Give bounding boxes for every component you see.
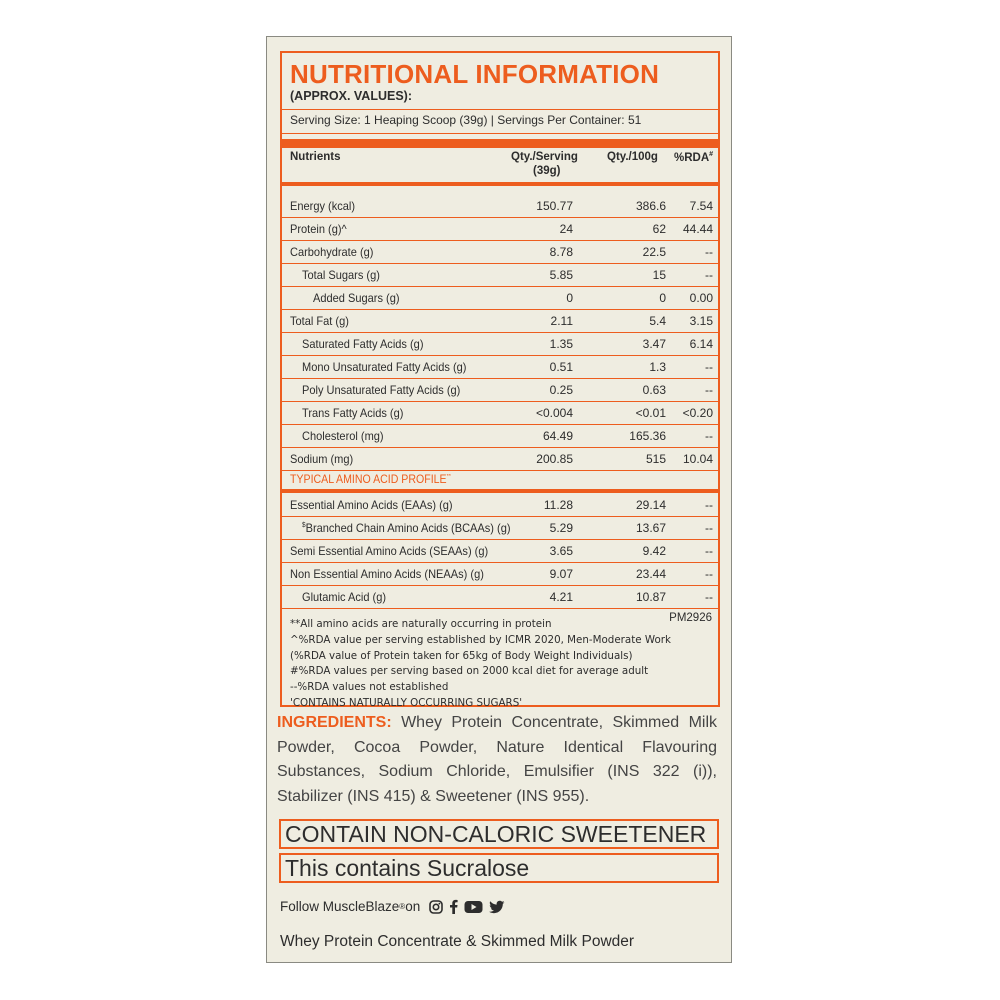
rda-value: -- — [705, 544, 713, 558]
nutrient-name-text: Branched Chain Amino Acids (BCAAs) (g) — [305, 521, 511, 535]
table-row — [282, 310, 718, 333]
serving-info: Serving Size: 1 Heaping Scoop (39g) | Servings Per Container: 51 — [290, 113, 642, 127]
row-divider — [282, 608, 718, 609]
qty-per-serving: 11.28 — [543, 498, 573, 512]
nutrient-name-text: Mono Unsaturated Fatty Acids (g) — [302, 360, 467, 374]
nutrient-name-text: Poly Unsaturated Fatty Acids (g) — [302, 383, 461, 397]
qty-per-100g: 15 — [652, 268, 666, 282]
qty-per-serving: 8.78 — [549, 245, 573, 259]
qty-per-serving: 5.29 — [549, 521, 573, 535]
nutrient-name — [302, 521, 511, 535]
rda-value: -- — [705, 429, 713, 443]
qty-per-serving: 3.65 — [549, 544, 573, 558]
table-row — [282, 379, 718, 402]
qty-per-serving: 0 — [566, 291, 573, 305]
footnotes — [290, 617, 715, 712]
qty-per-100g: 515 — [645, 452, 666, 466]
table-row — [282, 333, 718, 356]
nutrient-name-text: Total Fat (g) — [290, 314, 349, 328]
ingredients-label: INGREDIENTS: — [277, 714, 392, 731]
nutrient-name — [290, 245, 373, 259]
qty-per-100g: 0.63 — [642, 383, 666, 397]
footnote: (%RDA value of Protein taken for 65kg of Body Weight Individuals) — [290, 649, 633, 662]
header-nutrients: Nutrients — [290, 151, 341, 163]
qty-per-100g: 1.3 — [649, 360, 666, 374]
nutrient-name — [290, 498, 453, 512]
rda-value: -- — [705, 498, 713, 512]
nutrient-name — [302, 590, 386, 604]
rda-value: -- — [705, 590, 713, 604]
qty-per-100g: 29.14 — [635, 498, 666, 512]
header-per-serving: Qty./Serving — [511, 151, 578, 163]
qty-per-serving: 0.51 — [549, 360, 573, 374]
label-panel — [266, 36, 732, 963]
table-row — [282, 195, 718, 218]
nutrient-name-text: Semi Essential Amino Acids (SEAAs) (g) — [290, 544, 489, 558]
qty-per-100g: 165.36 — [629, 429, 666, 443]
nutrition-title: NUTRITIONAL INFORMATION — [290, 59, 660, 89]
nutrient-name-text: Protein (g)^ — [290, 222, 347, 236]
nutrient-name — [290, 222, 347, 236]
ingredients-text: Whey Protein Concentrate, Skimmed Milk Powder, Cocoa Powder, Nature Identical Flavouring Substances, Sodium Chloride, Emulsifier (INS 322 (i)), Stabilizer (INS 415) & Sweetener (INS 955). — [277, 714, 717, 805]
table-row — [282, 425, 718, 448]
rda-value: 10.04 — [682, 452, 713, 466]
qty-per-100g: 5.4 — [649, 314, 666, 328]
thick-divider — [282, 139, 718, 148]
nutrient-name — [290, 314, 349, 328]
footnote: 'CONTAINS NATURALLY OCCURRING SUGARS' — [290, 696, 523, 709]
nutrient-name-text: Glutamic Acid (g) — [302, 590, 387, 604]
rda-value: -- — [705, 268, 713, 282]
header-per-100g: Qty./100g — [607, 151, 658, 163]
qty-per-serving: 200.85 — [536, 452, 573, 466]
qty-per-100g: 10.87 — [635, 590, 666, 604]
nutrient-name — [290, 452, 353, 466]
rda-value: 3.15 — [689, 314, 713, 328]
youtube-icon[interactable] — [464, 900, 483, 914]
follow-suffix: on — [405, 899, 421, 914]
table-row — [282, 517, 718, 540]
instagram-icon[interactable] — [429, 900, 443, 914]
nutrient-name — [290, 199, 355, 213]
nutrient-name — [290, 544, 488, 558]
qty-per-100g: 9.42 — [642, 544, 666, 558]
pm-code: PM2926 — [669, 612, 712, 624]
nutrient-name-text: Saturated Fatty Acids (g) — [302, 337, 424, 351]
rda-value: 6.14 — [689, 337, 713, 351]
nutrient-name — [313, 291, 400, 305]
qty-per-serving: 150.77 — [536, 199, 573, 213]
qty-per-100g: 13.67 — [635, 521, 666, 535]
rda-value: -- — [705, 521, 713, 535]
nutrient-name — [302, 337, 423, 351]
qty-per-serving: 2.11 — [550, 314, 573, 328]
qty-per-100g: 386.6 — [635, 199, 666, 213]
qty-per-100g: 23.44 — [635, 567, 666, 581]
nutrient-name — [302, 429, 384, 443]
qty-per-100g: 0 — [659, 291, 666, 305]
table-row — [282, 264, 718, 287]
footnote: **All amino acids are naturally occurring in protein — [290, 618, 552, 630]
rda-value: 0.00 — [689, 291, 713, 305]
rda-value: 44.44 — [682, 222, 713, 236]
nutrient-name-text: Essential Amino Acids (EAAs) (g) — [290, 498, 453, 512]
header-per-serving-sub: (39g) — [533, 165, 561, 177]
follow-prefix: Follow MuscleBlaze — [280, 899, 400, 914]
twitter-icon[interactable] — [489, 900, 505, 914]
footnote: #%RDA values per serving based on 2000 kcal diet for average adult — [290, 665, 649, 678]
table-row — [282, 356, 718, 379]
table-row — [282, 494, 718, 517]
qty-per-100g: 22.5 — [642, 245, 666, 259]
table-row — [282, 218, 718, 241]
nutrient-name — [302, 406, 403, 420]
header-rda: %RDA# — [674, 151, 714, 164]
nutrient-name-text: Trans Fatty Acids (g) — [302, 406, 404, 420]
table-row — [282, 586, 718, 609]
facebook-icon[interactable] — [449, 899, 458, 914]
sucralose-notice: This contains Sucralose — [279, 853, 719, 883]
qty-per-serving: 1.35 — [549, 337, 573, 351]
nutrient-name — [290, 567, 484, 581]
rda-value: 7.54 — [689, 199, 713, 213]
qty-per-100g: <0.01 — [635, 406, 666, 420]
nutrient-name — [302, 360, 466, 374]
nutrient-name — [302, 383, 460, 397]
qty-per-serving: <0.004 — [535, 406, 573, 420]
sweetener-warning: CONTAIN NON-CALORIC SWEETENER — [279, 819, 719, 849]
nutrient-name-text: Energy (kcal) — [290, 199, 356, 213]
nutrient-name-text: Sodium (mg) — [290, 452, 354, 466]
qty-per-serving: 0.25 — [549, 383, 573, 397]
nutrient-name-text: Total Sugars (g) — [302, 268, 380, 282]
table-row — [282, 448, 718, 471]
amino-divider — [282, 489, 718, 493]
qty-per-serving: 24 — [559, 222, 573, 236]
product-footer: Whey Protein Concentrate & Skimmed Milk Powder — [280, 933, 635, 950]
follow-line — [280, 899, 505, 914]
ingredients — [277, 711, 717, 809]
divider — [282, 109, 718, 110]
nutrient-name-mark: $ — [302, 522, 306, 529]
table-row — [282, 241, 718, 264]
nutrient-name-text: Cholesterol (mg) — [302, 429, 384, 443]
qty-per-serving: 64.49 — [542, 429, 573, 443]
table-row — [282, 402, 718, 425]
nutrition-table — [280, 51, 720, 707]
table-row — [282, 540, 718, 563]
registered-mark: ® — [399, 902, 406, 911]
header-divider — [282, 182, 718, 186]
table-row — [282, 563, 718, 586]
rda-value: -- — [705, 383, 713, 397]
rda-value: -- — [705, 567, 713, 581]
nutrient-name-text: Non Essential Amino Acids (NEAAs) (g) — [290, 567, 484, 581]
nutrition-subtitle: (APPROX. VALUES): — [290, 89, 412, 103]
qty-per-100g: 3.47 — [642, 337, 666, 351]
rda-value: -- — [705, 360, 713, 374]
footnote: ^%RDA value per serving established by ICMR 2020, Men-Moderate Work — [290, 633, 671, 646]
nutrient-name-text: Carbohydrate (g) — [290, 245, 374, 259]
rda-value: <0.20 — [682, 406, 713, 420]
nutrient-name — [302, 268, 380, 282]
qty-per-serving: 9.07 — [549, 567, 573, 581]
nutrient-name-text: Added Sugars (g) — [313, 291, 400, 305]
qty-per-serving: 5.85 — [549, 268, 573, 282]
footnote: --%RDA values not established — [290, 681, 449, 694]
qty-per-serving: 4.21 — [549, 590, 573, 604]
rda-value: -- — [705, 245, 713, 259]
row-divider — [282, 470, 718, 471]
divider — [282, 133, 718, 134]
qty-per-100g: 62 — [652, 222, 666, 236]
table-row — [282, 287, 718, 310]
amino-profile-title: TYPICAL AMINO ACID PROFILE** — [290, 474, 451, 486]
